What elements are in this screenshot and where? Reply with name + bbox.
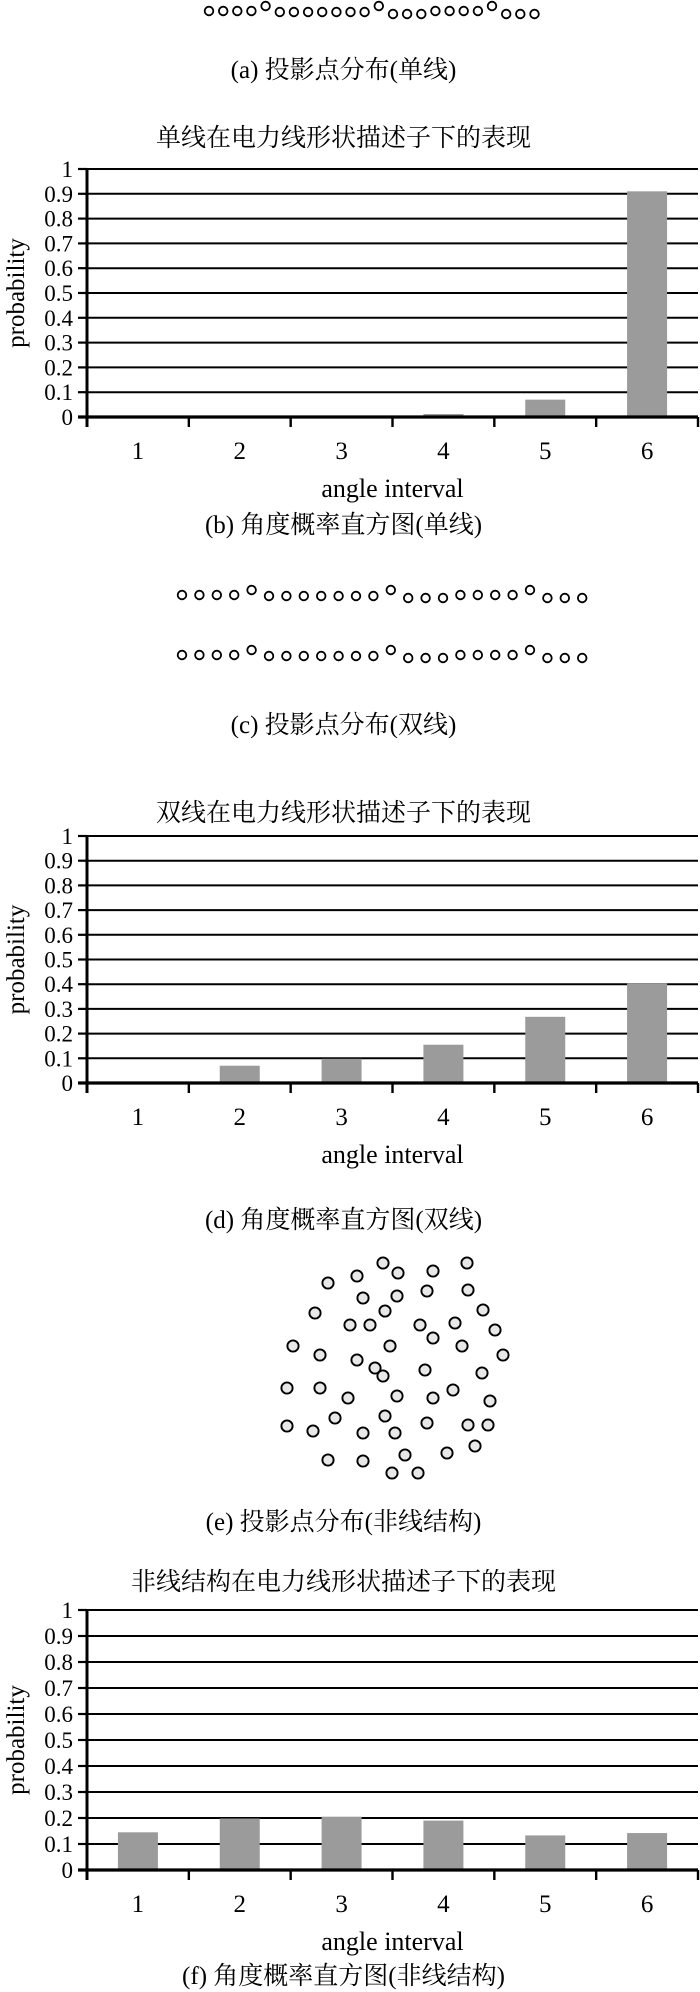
x-tick-label: 3 bbox=[335, 438, 348, 465]
projection-dot bbox=[476, 1367, 487, 1378]
projection-dot bbox=[427, 1265, 438, 1276]
y-tick-label: 0.2 bbox=[44, 355, 73, 381]
projection-dot bbox=[578, 654, 587, 663]
y-tick-label: 0.5 bbox=[44, 281, 73, 306]
y-axis-title: probability bbox=[3, 238, 30, 348]
chart-d-plot bbox=[0, 817, 700, 1168]
x-axis-title: angle interval bbox=[321, 474, 464, 503]
y-tick-label: 0.4 bbox=[44, 305, 73, 331]
y-tick-label: 0.8 bbox=[44, 1650, 73, 1675]
projection-dot bbox=[322, 1277, 333, 1288]
bar-6 bbox=[627, 983, 667, 1083]
projection-dot bbox=[412, 1467, 423, 1478]
projection-dot bbox=[307, 1425, 318, 1436]
y-tick-label: 0.7 bbox=[44, 1676, 73, 1701]
projection-dot bbox=[352, 652, 361, 661]
y-tick-label: 0.4 bbox=[44, 972, 73, 998]
y-tick-label: 0.1 bbox=[44, 1832, 73, 1857]
projection-dot bbox=[287, 1340, 298, 1351]
projection-dot bbox=[474, 591, 483, 600]
projection-dot bbox=[389, 10, 398, 19]
projection-dot bbox=[230, 591, 239, 600]
y-tick-label: 0.8 bbox=[44, 873, 73, 899]
projection-dot bbox=[491, 591, 500, 600]
x-axis-title: angle interval bbox=[321, 1927, 464, 1956]
projection-dot bbox=[205, 7, 214, 16]
projection-dot bbox=[379, 1410, 390, 1421]
projection-dot bbox=[474, 7, 483, 16]
projection-dot bbox=[404, 594, 413, 603]
projection-dot bbox=[421, 1417, 432, 1428]
bar-4 bbox=[423, 1821, 463, 1870]
caption-a: (a) 投影点分布(单线) bbox=[230, 57, 457, 84]
projection-dot bbox=[404, 654, 413, 663]
projection-dot bbox=[417, 10, 426, 19]
projection-dot bbox=[427, 1332, 438, 1343]
projection-dot bbox=[399, 1449, 410, 1460]
projection-dot bbox=[195, 591, 204, 600]
x-tick-label: 1 bbox=[131, 1104, 145, 1131]
y-tick-label: 0 bbox=[61, 1858, 73, 1883]
projection-dot bbox=[265, 652, 274, 661]
y-tick-label: 1 bbox=[61, 157, 73, 182]
bar-6 bbox=[627, 191, 667, 417]
x-tick-label: 6 bbox=[640, 1891, 654, 1918]
bar-2 bbox=[220, 1819, 260, 1870]
y-axis-title: probability bbox=[3, 904, 30, 1015]
projection-dot bbox=[247, 646, 256, 655]
projection-dot bbox=[461, 1257, 472, 1268]
projection-dots-non-line bbox=[0, 1245, 700, 1485]
projection-dot bbox=[213, 591, 222, 600]
projection-dot bbox=[508, 651, 517, 660]
projection-dot bbox=[491, 651, 500, 660]
x-tick-label: 1 bbox=[131, 1891, 145, 1918]
projection-dot bbox=[346, 8, 355, 17]
bar-5 bbox=[525, 400, 565, 417]
projection-dot bbox=[482, 1419, 493, 1430]
caption-f: (f) 角度概率直方图(非线结构) bbox=[182, 1963, 505, 1990]
projection-dot bbox=[421, 594, 430, 603]
projection-dot bbox=[281, 1382, 292, 1393]
projection-dot bbox=[456, 591, 465, 600]
y-tick-label: 1 bbox=[61, 1598, 73, 1623]
projection-dot bbox=[276, 8, 285, 17]
x-tick-label: 2 bbox=[233, 438, 246, 465]
x-tick-label: 2 bbox=[233, 1104, 246, 1131]
y-tick-label: 0.7 bbox=[44, 898, 73, 924]
caption-b: (b) 角度概率直方图(单线) bbox=[204, 512, 483, 539]
projection-dot bbox=[526, 586, 535, 595]
y-tick-label: 0.5 bbox=[44, 947, 73, 973]
projection-dot bbox=[247, 586, 256, 595]
projection-dot bbox=[379, 1305, 390, 1316]
projection-dot bbox=[543, 654, 552, 663]
y-tick-label: 0.5 bbox=[44, 1728, 73, 1753]
projection-dot bbox=[445, 7, 454, 16]
chart-b-title: 单线在电力线形状描述子下的表现 bbox=[155, 125, 531, 152]
caption-e: (e) 投影点分布(非线结构) bbox=[205, 1509, 482, 1536]
projection-dot bbox=[578, 594, 587, 603]
chart-d-title: 双线在电力线形状描述子下的表现 bbox=[155, 800, 531, 827]
projection-dot bbox=[329, 1412, 340, 1423]
projection-dot bbox=[265, 592, 274, 601]
x-tick-label: 6 bbox=[640, 1104, 654, 1131]
projection-dot bbox=[419, 1364, 430, 1375]
y-tick-label: 0.6 bbox=[44, 922, 73, 948]
projection-dot bbox=[516, 10, 525, 19]
projection-dot bbox=[317, 652, 326, 661]
projection-dot bbox=[300, 652, 309, 661]
y-tick-label: 0.2 bbox=[44, 1806, 73, 1831]
projection-dot bbox=[526, 646, 535, 655]
projection-dot bbox=[392, 1267, 403, 1278]
projection-dot bbox=[488, 2, 497, 11]
y-tick-label: 0.3 bbox=[44, 996, 73, 1022]
projection-dot bbox=[387, 586, 396, 595]
projection-dot bbox=[357, 1427, 368, 1438]
projection-dot bbox=[403, 10, 412, 19]
projection-dot bbox=[322, 1454, 333, 1465]
projection-dot bbox=[375, 2, 384, 11]
x-tick-label: 4 bbox=[437, 1104, 450, 1131]
projection-dot bbox=[389, 1427, 400, 1438]
projection-dot bbox=[178, 591, 187, 600]
projection-dot bbox=[195, 651, 204, 660]
y-tick-label: 0.6 bbox=[44, 256, 73, 282]
projection-dot bbox=[421, 654, 430, 663]
projection-dot bbox=[247, 7, 256, 16]
bar-3 bbox=[322, 1059, 362, 1083]
projection-dot bbox=[178, 651, 187, 660]
x-tick-label: 3 bbox=[335, 1104, 348, 1131]
projection-dot bbox=[314, 1382, 325, 1393]
projection-dot bbox=[459, 7, 468, 16]
projection-dot bbox=[369, 652, 378, 661]
projection-dot bbox=[427, 1392, 438, 1403]
y-tick-label: 0.2 bbox=[44, 1021, 73, 1047]
x-tick-label: 2 bbox=[233, 1891, 246, 1918]
x-tick-label: 5 bbox=[539, 438, 552, 465]
x-tick-label: 6 bbox=[640, 438, 654, 465]
y-tick-label: 0.6 bbox=[44, 1702, 73, 1727]
chart-f-plot bbox=[0, 1591, 700, 1956]
projection-dot bbox=[364, 1319, 375, 1330]
projection-dot bbox=[414, 1319, 425, 1330]
y-tick-label: 0.3 bbox=[44, 330, 73, 356]
projection-dot bbox=[261, 2, 270, 11]
projection-dot bbox=[561, 594, 570, 603]
projection-dot bbox=[233, 7, 242, 16]
bar-6 bbox=[627, 1833, 667, 1870]
y-tick-label: 0.9 bbox=[44, 848, 73, 874]
y-tick-label: 0.8 bbox=[44, 206, 73, 232]
projection-dots-double-line-row1 bbox=[0, 584, 700, 610]
projection-dot bbox=[386, 1467, 397, 1478]
y-tick-label: 0.1 bbox=[44, 380, 73, 406]
projection-dot bbox=[477, 1304, 488, 1315]
bar-5 bbox=[525, 1017, 565, 1083]
projection-dot bbox=[543, 594, 552, 603]
projection-dot bbox=[352, 592, 361, 601]
projection-dot bbox=[342, 1392, 353, 1403]
projection-dot bbox=[456, 651, 465, 660]
projection-dot bbox=[439, 594, 448, 603]
projection-dot bbox=[502, 10, 511, 19]
projection-dot bbox=[439, 654, 448, 663]
projection-dot bbox=[391, 1390, 402, 1401]
projection-dot bbox=[384, 1340, 395, 1351]
x-axis-title: angle interval bbox=[321, 1140, 464, 1169]
projection-dot bbox=[314, 1349, 325, 1360]
y-tick-label: 0.1 bbox=[44, 1046, 73, 1072]
projection-dot bbox=[318, 8, 327, 17]
projection-dots-single-line bbox=[0, 0, 700, 26]
projection-dot bbox=[561, 654, 570, 663]
bar-2 bbox=[220, 1066, 260, 1083]
projection-dot bbox=[334, 652, 343, 661]
projection-dots-double-line-row2 bbox=[0, 644, 700, 670]
projection-dot bbox=[300, 592, 309, 601]
projection-dot bbox=[462, 1284, 473, 1295]
projection-dot bbox=[369, 592, 378, 601]
x-tick-label: 3 bbox=[335, 1891, 348, 1918]
projection-dot bbox=[357, 1292, 368, 1303]
projection-dot bbox=[456, 1340, 467, 1351]
projection-dot bbox=[282, 592, 291, 601]
projection-dot bbox=[377, 1370, 388, 1381]
projection-dot bbox=[213, 651, 222, 660]
projection-dot bbox=[469, 1440, 480, 1451]
y-tick-label: 0.4 bbox=[44, 1754, 73, 1779]
projection-dot bbox=[332, 8, 341, 17]
bar-4 bbox=[423, 1045, 463, 1083]
projection-dot bbox=[530, 10, 539, 19]
x-tick-label: 4 bbox=[437, 1891, 450, 1918]
bar-5 bbox=[525, 1835, 565, 1870]
projection-dot bbox=[474, 651, 483, 660]
chart-b-plot bbox=[0, 150, 700, 502]
x-tick-label: 5 bbox=[539, 1891, 552, 1918]
projection-dot bbox=[447, 1384, 458, 1395]
y-tick-label: 0.9 bbox=[44, 181, 73, 207]
x-tick-label: 5 bbox=[539, 1104, 552, 1131]
projection-dot bbox=[230, 651, 239, 660]
projection-dot bbox=[219, 7, 228, 16]
projection-dot bbox=[317, 592, 326, 601]
chart-f-title: 非线结构在电力线形状描述子下的表现 bbox=[130, 1569, 556, 1596]
projection-dot bbox=[387, 646, 396, 655]
y-tick-label: 0.3 bbox=[44, 1780, 73, 1805]
x-tick-label: 4 bbox=[437, 438, 450, 465]
projection-dot bbox=[357, 1455, 368, 1466]
projection-dot bbox=[497, 1349, 508, 1360]
projection-dot bbox=[351, 1270, 362, 1281]
projection-dot bbox=[282, 652, 291, 661]
y-axis-title: probability bbox=[3, 1685, 30, 1795]
projection-dot bbox=[290, 8, 299, 17]
y-tick-label: 0 bbox=[61, 405, 73, 430]
x-tick-label: 1 bbox=[131, 438, 145, 465]
projection-dot bbox=[309, 1307, 320, 1318]
projection-dot bbox=[508, 591, 517, 600]
projection-dot bbox=[431, 7, 440, 16]
projection-dot bbox=[421, 1285, 432, 1296]
projection-dot bbox=[360, 8, 369, 17]
projection-dot bbox=[391, 1290, 402, 1301]
projection-dot bbox=[377, 1257, 388, 1268]
projection-dot bbox=[484, 1395, 495, 1406]
y-tick-label: 0 bbox=[61, 1071, 73, 1096]
projection-dot bbox=[462, 1419, 473, 1430]
y-tick-label: 1 bbox=[61, 824, 73, 849]
bar-1 bbox=[118, 1832, 158, 1870]
projection-dot bbox=[304, 8, 313, 17]
projection-dot bbox=[351, 1354, 362, 1365]
projection-dot bbox=[334, 592, 343, 601]
projection-dot bbox=[449, 1317, 460, 1328]
y-tick-label: 0.9 bbox=[44, 1624, 73, 1649]
caption-c: (c) 投影点分布(双线) bbox=[230, 712, 457, 739]
y-tick-label: 0.7 bbox=[44, 231, 73, 257]
caption-d: (d) 角度概率直方图(双线) bbox=[204, 1207, 483, 1234]
projection-dot bbox=[441, 1447, 452, 1458]
projection-dot bbox=[281, 1420, 292, 1431]
bar-3 bbox=[322, 1817, 362, 1870]
projection-dot bbox=[489, 1324, 500, 1335]
projection-dot bbox=[344, 1319, 355, 1330]
